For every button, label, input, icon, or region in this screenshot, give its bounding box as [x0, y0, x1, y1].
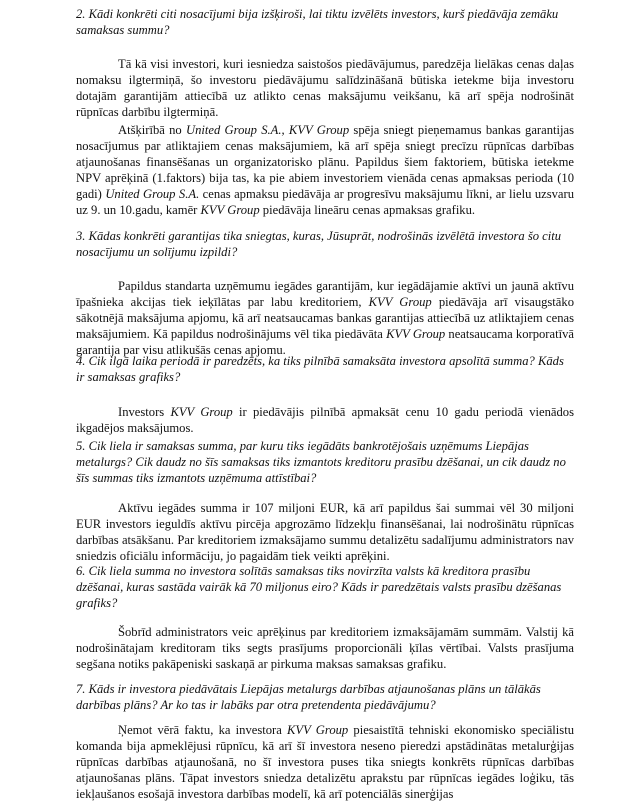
question-4: 4. Cik ilgā laika periodā ir paredzēts, ka tiks pilnībā samaksāta investora apsolītā summa? Kāds ir samaksas grafiks?: [76, 354, 564, 384]
answer-3: Papildus standarta uzņēmumu iegādes garantijām, kur iegādājamie aktīvi un jaunā aktīvu īpašnieka akcijas tiek ieķīlātas par labu kreditoriem, KVV Group piedāvāja arī visaugstāko sākotnējā maksājuma apjomu, kā arī neatsaucamas bankas garantijas attiecībā uz atliktajiem cenas maksājumiem. Kā papildus nodrošinājums vēl tika piedāvāta KVV Group neatsaucama korporatīvā garantija par visu atlikušās cenas apjomu.: [76, 279, 574, 357]
question-7: 7. Kāds ir investora piedāvātais Liepājas metalurgs darbības atjaunošanas plāns un tālākās darbības plāns? Ar ko tas ir labāks par otra pretendenta piedāvājumu?: [76, 682, 541, 712]
answer-5: Aktīvu iegādes summa ir 107 miljoni EUR, kā arī papildus šai summai vēl 30 miljoni EUR investors ieguldīs aktīvu pircēja apgrozāmo līdzekļu finansēšanai, lai nodrošinātu rūpnīcas darbības atsākšanu. Par kreditoriem izmaksājamo summu detalizētu sadalījumu administrators nav sniedzis oficiālu informāciju, jo pagaidām tiek veikti aprēķini.: [76, 501, 574, 563]
question-2: 2. Kādi konkrēti citi nosacījumi bija izšķiroši, lai tiktu izvēlēts investors, kurš piedāvāja zemāku samaksas summu?: [76, 7, 559, 37]
answer-7: Ņemot vērā faktu, ka investora KVV Group piesaistītā tehniski ekonomisko speciālistu komanda bija apmeklējusi rūpnīcu, kā arī šī investora neseno pieredzi apstādinātas metalurģijas rūpnīcas darbības atjaunošanā, no šī investora puses tika sniegts konkrēts rūpnīcas darbības atjaunošanas plāns. Tāpat investors sniedza detalizētu aprakstu par rūpnīcas iegādes loģiku, tās iekļaušanos esošajā investora darbības modelī, kā arī potenciālās sinerģijas: [76, 723, 574, 801]
answer-4: Investors KVV Group ir piedāvājis pilnībā apmaksāt cenu 10 gadu periodā vienādos ikgadējos maksājumos.: [76, 405, 574, 435]
question-6: 6. Cik liela summa no investora solītās samaksas tiks novirzīta valsts kā kreditora prasību dzēšanai, kuras sastāda vairāk kā 70 miljonus eiro? Kāds ir paredzētais valsts prasību dzēšanas grafiks?: [76, 564, 562, 610]
answer-2-paragraph-2: Atšķirībā no United Group S.A., KVV Group spēja sniegt pieņemamus bankas garantijas nosacījumus par atliktajiem cenas maksājumiem, kā arī spēja sniegt precīzu rūpnīcas darbības atjaunošanas finansēšanas un organizatorisko plānu. Papildus šiem faktoriem, būtiska ietekme NPV aprēķinā (1.faktors) bija tas, ka pie abiem investoriem vienāda cenas apmaksas perioda (10 gadi) United Group S.A. cenas apmaksu piedāvāja ar progresīvu maksājumu līkni, ar lielu uzsvaru uz 9. un 10.gadu, kamēr KVV Group piedāvāja lineāru cenas apmaksas grafiku.: [76, 123, 575, 217]
question-3: 3. Kādas konkrēti garantijas tika sniegtas, kuras, Jūsuprāt, nodrošinās izvēlētā investora šo citu nosacījumu un solījumu izpildi?: [76, 229, 562, 259]
answer-2-paragraph-1: Tā kā visi investori, kuri iesniedza saistošos piedāvājumus, paredzēja lielākas cenas daļas nomaksu ilgtermiņā, šo investoru piedāvājumu salīdzināšanā būtiska ietekme bija investoru dotajām garantijām attiecībā uz atlikto cenas maksājumu veikšanu, kā arī spēja nodrošināt rūpnīcas darbību ilgtermiņā.: [76, 57, 574, 119]
question-5: 5. Cik liela ir samaksas summa, par kuru tiks iegādāts bankrotējošais uzņēmums Liepājas metalurgs? Cik daudz no šīs samaksas tiks izmantots kreditoru prasību dzēšanai, un cik daudz no šīs summas tiks izmantots uzņēmuma attīstībai?: [76, 439, 566, 485]
answer-6: Šobrīd administrators veic aprēķinus par kreditoriem izmaksājamām summām. Valstij kā nodrošinātajam kreditoram tiks segts prasījums proporcionāli ķīlas vērtībai. Valsts prasījuma segšana notiks pakāpeniski saskaņā ar pirkuma maksas samaksas grafiku.: [76, 625, 574, 671]
